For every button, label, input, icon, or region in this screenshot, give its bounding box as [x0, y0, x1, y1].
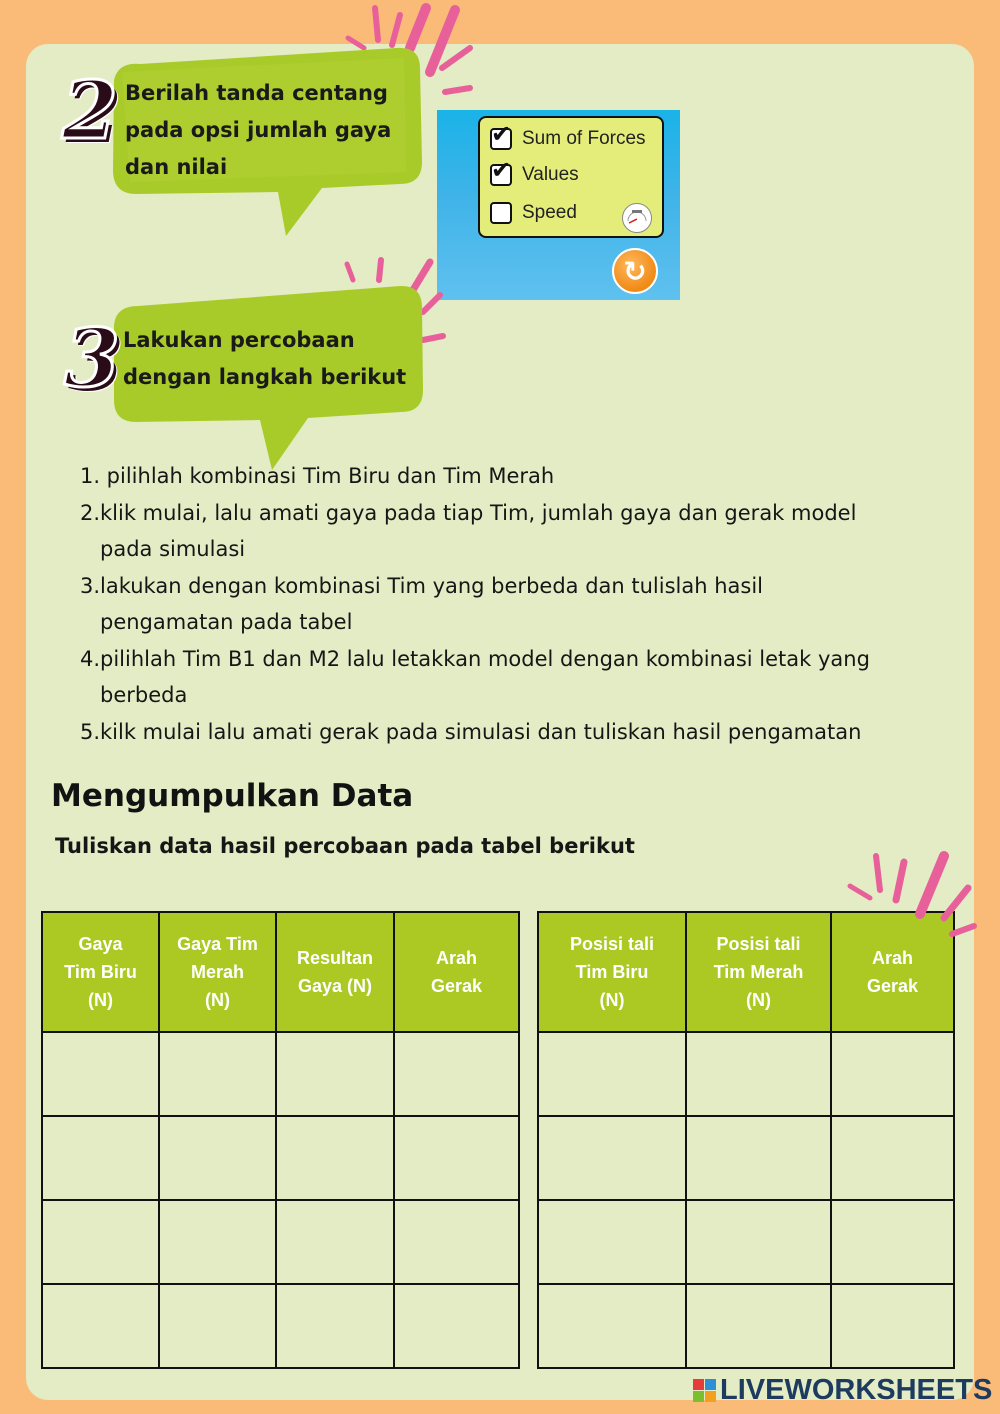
table-cell[interactable]	[276, 1116, 394, 1200]
step-number: 5.	[79, 719, 100, 744]
step-number: 3.	[79, 573, 100, 598]
text-line: Berilah tanda centang	[125, 81, 388, 105]
column-header: Arah Gerak	[394, 912, 519, 1032]
procedure-steps	[72, 458, 942, 750]
list-item	[72, 641, 942, 714]
table-cell[interactable]	[538, 1116, 686, 1200]
step-line: pada simulasi	[100, 537, 246, 561]
list-item	[72, 714, 942, 751]
table-row	[538, 1032, 954, 1116]
table-cell[interactable]	[159, 1200, 276, 1284]
simulation-options-panel	[437, 110, 680, 300]
table-cell[interactable]	[831, 1284, 954, 1368]
step-2-instruction	[125, 75, 391, 186]
step-text	[100, 458, 942, 495]
checkbox-sum-of-forces[interactable]	[490, 120, 512, 150]
column-header: Posisi tali Tim Merah (N)	[686, 912, 831, 1032]
step-line: pengamatan pada tabel	[100, 610, 353, 634]
checkmark-icon: ✔	[491, 120, 512, 148]
column-header: Posisi tali Tim Biru (N)	[538, 912, 686, 1032]
step-line: kilk mulai lalu amati gerak pada simulasi dan tuliskan hasil pengamatan	[100, 719, 862, 744]
table-cell[interactable]	[276, 1200, 394, 1284]
table-cell[interactable]	[686, 1116, 831, 1200]
step-line: klik mulai, lalu amati gaya pada tiap Tim, jumlah gaya dan gerak model	[100, 500, 857, 525]
list-item	[72, 495, 942, 568]
text-line: Lakukan percobaan	[123, 328, 355, 352]
column-header: Gaya Tim Biru (N)	[42, 912, 159, 1032]
text-line: pada opsi jumlah gaya	[125, 118, 392, 142]
table-cell[interactable]	[538, 1200, 686, 1284]
data-table-rope-position	[537, 911, 955, 1369]
step-3-number: 3	[64, 311, 120, 405]
table-row	[42, 1032, 519, 1116]
table-cell[interactable]	[686, 1200, 831, 1284]
table-row	[42, 1116, 519, 1200]
column-header: Arah Gerak	[831, 912, 954, 1032]
table-cell[interactable]	[159, 1284, 276, 1368]
table-row	[538, 1284, 954, 1368]
checkbox-values[interactable]	[490, 156, 512, 186]
table-cell[interactable]	[831, 1200, 954, 1284]
table-cell[interactable]	[394, 1116, 519, 1200]
table-row	[538, 1116, 954, 1200]
table-cell[interactable]	[42, 1116, 159, 1200]
table-cell[interactable]	[831, 1116, 954, 1200]
table-cell[interactable]	[394, 1284, 519, 1368]
table-cell[interactable]	[394, 1200, 519, 1284]
table-cell[interactable]	[831, 1032, 954, 1116]
step-text	[100, 495, 942, 568]
table-cell[interactable]	[538, 1284, 686, 1368]
liveworksheets-brand	[693, 1373, 992, 1407]
table-cell[interactable]	[42, 1032, 159, 1116]
table-cell[interactable]	[159, 1032, 276, 1116]
step-2-number: 2	[62, 63, 118, 157]
option-speed[interactable]	[490, 198, 577, 228]
column-header: Gaya Tim Merah (N)	[159, 912, 276, 1032]
table-row	[42, 1200, 519, 1284]
table-cell[interactable]	[276, 1284, 394, 1368]
table-cell[interactable]	[686, 1032, 831, 1116]
table-cell[interactable]	[42, 1200, 159, 1284]
table-header-row	[42, 912, 519, 1032]
reset-icon[interactable]: ↻	[612, 248, 658, 294]
burst-decoration-bottom	[842, 848, 982, 948]
list-item	[72, 458, 942, 495]
list-item	[72, 568, 942, 641]
speedometer-icon	[622, 203, 652, 233]
liveworksheets-logo-icon	[693, 1379, 716, 1402]
step-line: berbeda	[100, 683, 188, 707]
step-line: pilihlah Tim B1 dan M2 lalu letakkan model dengan kombinasi letak yang	[100, 646, 870, 671]
text-line: dan nilai	[125, 155, 228, 179]
table-row	[538, 1200, 954, 1284]
step-3-instruction	[123, 322, 406, 396]
table-row	[42, 1284, 519, 1368]
option-label: Speed	[522, 202, 577, 223]
options-box	[478, 116, 664, 238]
step-number: 2.	[79, 500, 100, 525]
table-cell[interactable]	[159, 1116, 276, 1200]
table-cell[interactable]	[394, 1032, 519, 1116]
option-label: Values	[522, 164, 579, 185]
step-line: lakukan dengan kombinasi Tim yang berbeda dan tulislah hasil	[100, 573, 764, 598]
section-title: Mengumpulkan Data	[51, 778, 414, 814]
step-number: 4.	[79, 646, 100, 671]
column-header: Resultan Gaya (N)	[276, 912, 394, 1032]
section-subtitle: Tuliskan data hasil percobaan pada tabel berikut	[55, 834, 635, 858]
option-label: Sum of Forces	[522, 128, 646, 149]
step-text	[100, 568, 942, 641]
checkmark-icon: ✔	[491, 156, 512, 184]
brand-text: LIVEWORKSHEETS	[720, 1373, 993, 1406]
table-cell[interactable]	[538, 1032, 686, 1116]
text-line: dengan langkah berikut	[123, 365, 407, 389]
option-values[interactable]	[490, 156, 579, 190]
step-text	[100, 714, 942, 751]
option-sum-of-forces[interactable]	[490, 120, 646, 154]
data-table-forces	[41, 911, 520, 1369]
checkbox-speed[interactable]	[490, 202, 512, 224]
table-cell[interactable]	[686, 1284, 831, 1368]
step-text	[100, 641, 942, 714]
step-line: pilihlah kombinasi Tim Biru dan Tim Merah	[100, 464, 555, 488]
table-cell[interactable]	[276, 1032, 394, 1116]
step-number: 1.	[79, 464, 100, 488]
table-cell[interactable]	[42, 1284, 159, 1368]
